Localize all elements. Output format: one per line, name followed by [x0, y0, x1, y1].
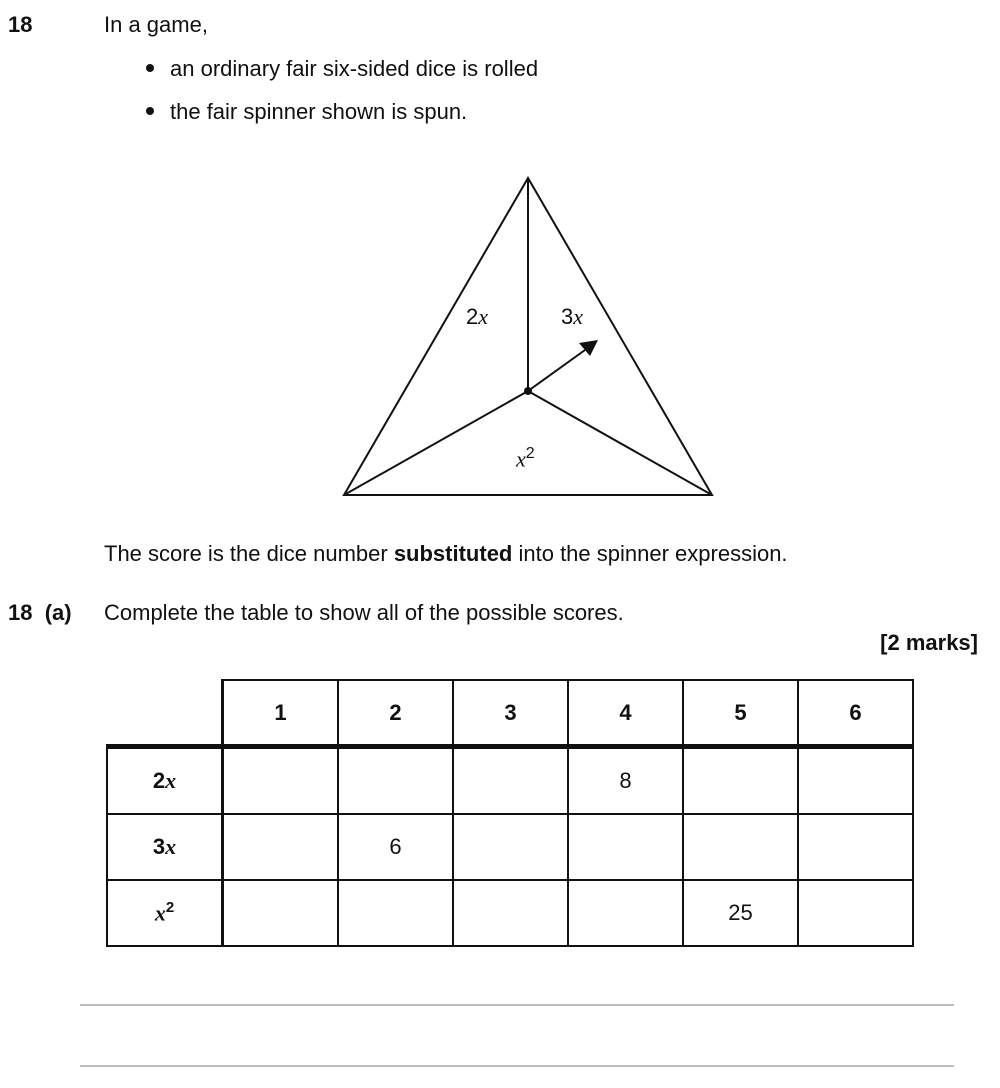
column-header: 1	[223, 680, 339, 747]
answer-cell[interactable]	[798, 747, 913, 815]
answer-line[interactable]	[80, 1004, 954, 1006]
spinner-diagram	[0, 0, 1000, 520]
answer-cell[interactable]	[453, 747, 568, 815]
bullet-text: an ordinary fair six-sided dice is rolled	[170, 56, 539, 81]
table-row	[107, 747, 913, 815]
score-description: The score is the dice number substituted into the spinner expression.	[104, 541, 788, 566]
table-header-row	[107, 680, 913, 747]
column-header: 4	[568, 680, 683, 747]
answer-cell[interactable]	[338, 747, 453, 815]
marks-label: [2 marks]	[880, 630, 978, 655]
answer-cell[interactable]	[798, 814, 913, 880]
column-header: 2	[338, 680, 453, 747]
table-corner	[107, 680, 223, 747]
question-number: 18	[8, 12, 33, 37]
answer-cell[interactable]	[223, 880, 339, 946]
answer-line[interactable]	[80, 1065, 954, 1067]
part-label: 18 (a)	[8, 600, 72, 625]
column-header: 5	[683, 680, 798, 747]
answer-cell[interactable]	[223, 747, 339, 815]
answer-cell[interactable]	[453, 880, 568, 946]
spinner-label-2x: 2x	[466, 304, 489, 329]
row-header-2x: 2x	[107, 747, 223, 815]
given-cell: 25	[683, 880, 798, 946]
answer-cell[interactable]	[683, 814, 798, 880]
given-cell: 6	[338, 814, 453, 880]
answer-cell[interactable]	[568, 880, 683, 946]
answer-cell[interactable]	[683, 747, 798, 815]
column-header: 6	[798, 680, 913, 747]
row-header-3x: 3x	[107, 814, 223, 880]
answer-cell[interactable]	[453, 814, 568, 880]
spinner-label-3x: 3x	[561, 304, 584, 329]
answer-cell[interactable]	[223, 814, 339, 880]
row-header-x-squared: $x^2$	[107, 880, 223, 946]
question-intro: In a game,	[104, 12, 208, 37]
scores-table	[106, 679, 914, 947]
given-cell: 8	[568, 747, 683, 815]
spinner-arrow-icon	[579, 340, 598, 356]
column-header: 3	[453, 680, 568, 747]
bullet-text: the fair spinner shown is spun.	[170, 99, 468, 124]
answer-cell[interactable]	[798, 880, 913, 946]
spinner-pivot	[524, 387, 532, 395]
spinner-label-x-squared: $x^2$	[516, 445, 535, 472]
table-row	[107, 880, 913, 946]
answer-cell[interactable]	[568, 814, 683, 880]
part-instruction: Complete the table to show all of the possible scores.	[104, 600, 624, 625]
table-row	[107, 814, 913, 880]
answer-cell[interactable]	[338, 880, 453, 946]
